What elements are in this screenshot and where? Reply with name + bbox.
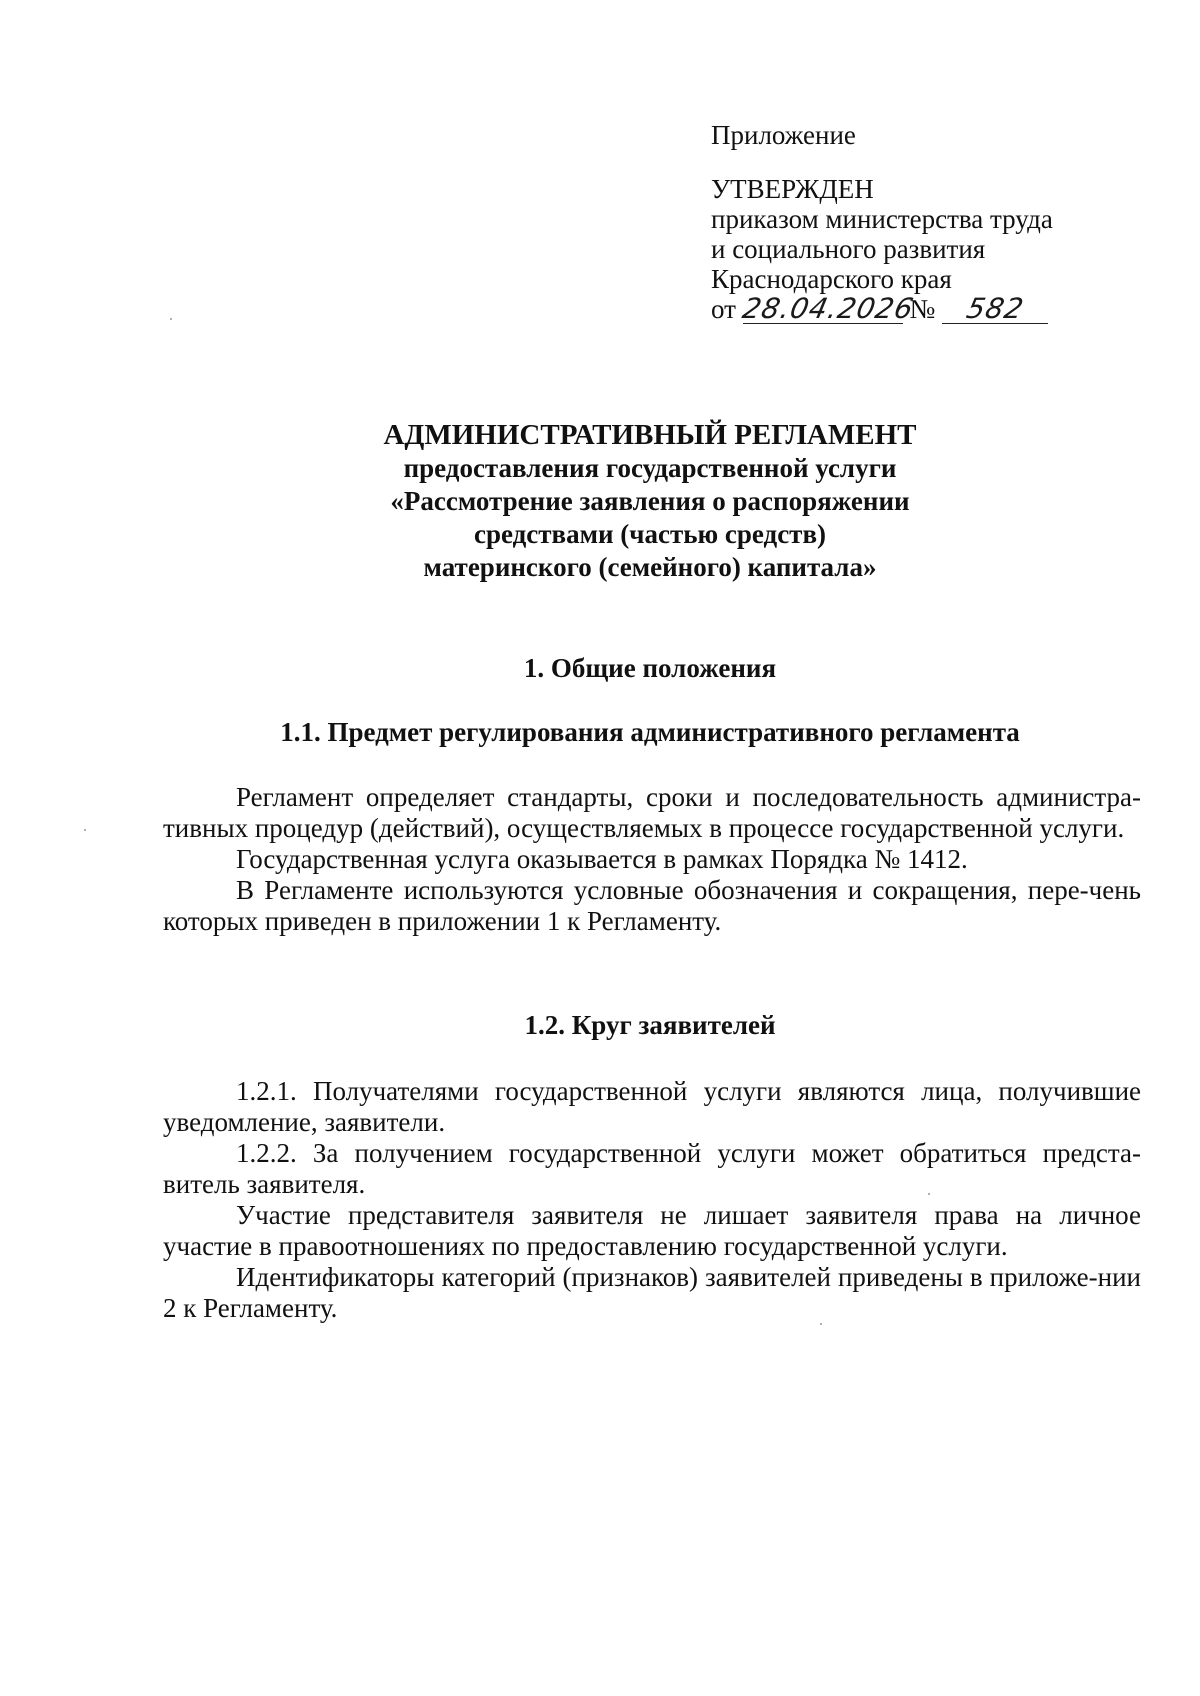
section-1-1-body: [163, 782, 1141, 937]
title-main: АДМИНИСТРАТИВНЫЙ РЕГЛАМЕНТ: [383, 419, 917, 451]
from-label: от: [711, 294, 736, 324]
section-1-1-heading: 1.1. Предмет регулирования административного регламента: [280, 717, 1020, 747]
approved-label: УТВЕРЖДЕН: [711, 174, 874, 204]
order-date-field: [739, 292, 917, 325]
title-line-5: материнского (семейного) капитала»: [423, 552, 877, 582]
document-title: [200, 418, 1100, 584]
scan-speck: [820, 1323, 822, 1325]
order-date-handwritten: 28.04.2026: [739, 292, 917, 325]
paragraph: Регламент определяет стандарты, сроки и последовательность администра-тивных процедур (действий), осуществляемых в процессе государственной услуги.: [163, 782, 1141, 843]
title-line-2: предоставления государственной услуги: [403, 453, 897, 483]
scan-speck: [84, 829, 86, 831]
paragraph: 1.2.1. Получателями государственной услуги являются лица, получившие уведомление, заявители.: [163, 1076, 1141, 1137]
paragraph: 1.2.2. За получением государственной услуги может обратиться предста-витель заявителя.: [163, 1138, 1141, 1199]
approval-line-3: Краснодарского края: [711, 264, 952, 294]
appendix-label: Приложение: [711, 120, 856, 150]
paragraph: В Регламенте используются условные обозначения и сокращения, пере-чень которых приведен в приложении 1 к Регламенту.: [163, 875, 1141, 936]
approval-block: [711, 120, 1111, 328]
section-1-2-heading: 1.2. Круг заявителей: [524, 1010, 776, 1040]
approval-line-1: приказом министерства труда: [711, 204, 1053, 234]
section-1-2-body: [163, 1076, 1141, 1324]
order-date-number-line: [711, 294, 1111, 328]
approval-line-2: и социального развития: [711, 234, 986, 264]
title-line-3: «Рассмотрение заявления о распоряжении: [390, 486, 910, 516]
paragraph: Участие представителя заявителя не лишает заявителя права на личное участие в правоотношениях по предоставлению государственной услуги.: [163, 1200, 1141, 1261]
order-number-field: [942, 292, 1048, 325]
section-1-heading: 1. Общие положения: [523, 653, 777, 683]
scan-speck: [170, 318, 172, 320]
paragraph: Государственная услуга оказывается в рамках Порядка № 1412.: [236, 844, 968, 874]
paragraph: Идентификаторы категорий (признаков) заявителей приведены в приложе-нии 2 к Регламенту.: [163, 1262, 1141, 1323]
title-line-4: средствами (частью средств): [473, 519, 827, 549]
scan-speck: [928, 1193, 930, 1195]
number-label: №: [909, 294, 936, 324]
order-number-handwritten: 582: [963, 292, 1027, 325]
